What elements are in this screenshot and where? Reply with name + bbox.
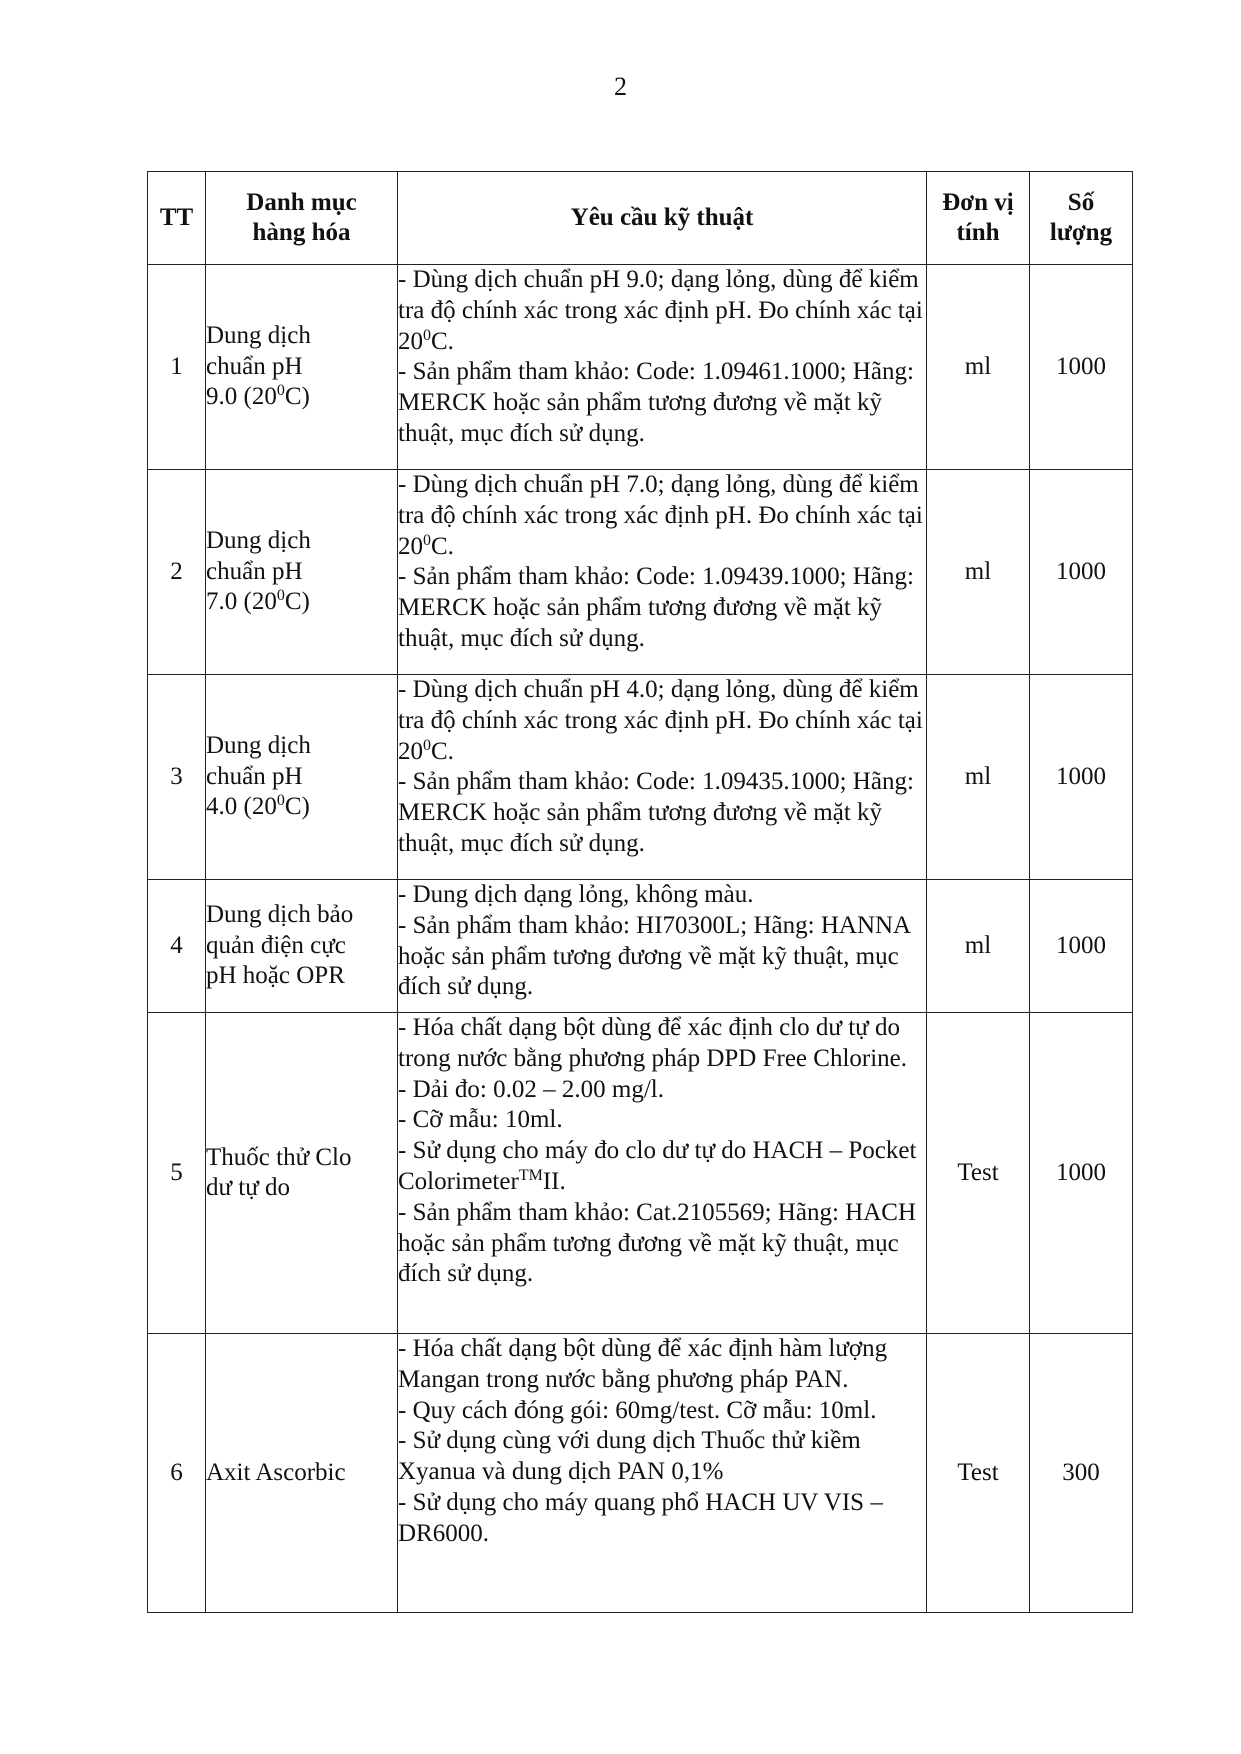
item-name — [206, 265, 398, 470]
unit: ml — [927, 470, 1030, 675]
quantity: 1000 — [1030, 880, 1133, 1013]
row-number: 3 — [148, 675, 206, 880]
requirement-line — [398, 1334, 926, 1396]
table-row — [148, 1013, 1133, 1334]
requirement-line — [398, 1105, 926, 1136]
requirement-line — [398, 880, 926, 911]
header-item-name: Danh mục hàng hóa — [206, 172, 398, 265]
text-run: C) — [284, 793, 310, 821]
superscript: 0 — [423, 531, 431, 549]
item-name — [206, 880, 398, 1013]
superscript: 0 — [276, 587, 285, 605]
text-run: - Sử dụng cùng với dung dịch Thuốc thử kiềm Xyanua và dung dịch PAN 0,1% — [398, 1427, 867, 1486]
text-run: C) — [284, 588, 310, 616]
requirement-line — [398, 357, 926, 449]
header-technical-requirements: Yêu cầu kỹ thuật — [398, 172, 927, 265]
table-row — [148, 265, 1133, 470]
unit: ml — [927, 675, 1030, 880]
item-name-text — [206, 900, 378, 992]
row-number: 6 — [148, 1334, 206, 1613]
text-run: C. — [431, 737, 454, 765]
item-name-text — [206, 321, 326, 413]
text-run: - Cỡ mẫu: 10ml. — [398, 1106, 563, 1134]
unit: ml — [927, 880, 1030, 1013]
text-run: C. — [431, 532, 454, 560]
quantity: 300 — [1030, 1334, 1133, 1613]
text-run: - Sử dụng cho máy đo clo dư tự do HACH – Pocket Colorimeter — [398, 1137, 923, 1195]
requirement-line — [398, 911, 926, 1003]
text-run: Dung dịch chuẩn pH 9.0 (20 — [206, 322, 311, 411]
text-run: - Sản phẩm tham khảo: Code: 1.09435.1000; Hãng: MERCK hoặc sản phẩm tương đương về mặt kỹ thuật, mục đích sử dụng. — [398, 768, 921, 857]
item-name-text — [206, 526, 326, 618]
technical-requirements — [398, 265, 930, 470]
technical-requirements — [398, 880, 927, 1013]
row-number: 2 — [148, 470, 206, 675]
requirement-line — [398, 1426, 926, 1488]
table-row — [148, 1334, 1133, 1613]
item-name-text — [206, 731, 326, 823]
requirement-line — [398, 562, 926, 654]
item-name-text — [206, 1143, 378, 1204]
requirement-line — [398, 1488, 926, 1550]
technical-requirements — [398, 470, 930, 675]
text-run: C. — [431, 327, 454, 355]
text-run: C) — [284, 383, 310, 411]
header-tt: TT — [148, 172, 206, 265]
text-run: - Quy cách đóng gói: 60mg/test. Cỡ mẫu: 10ml. — [398, 1396, 877, 1424]
header-quantity: Số lượng — [1030, 172, 1133, 265]
technical-requirements — [398, 1013, 927, 1334]
unit: ml — [927, 265, 1030, 470]
superscript: TM — [518, 1166, 543, 1184]
header-unit: Đơn vị tính — [927, 172, 1030, 265]
superscript: 0 — [423, 326, 431, 344]
table-row — [148, 675, 1133, 880]
requirement-line — [398, 675, 930, 767]
text-run: - Dải đo: 0.02 – 2.00 mg/l. — [398, 1075, 664, 1103]
page-number: 2 — [614, 72, 627, 101]
text-run: Dung dịch chuẩn pH 4.0 (20 — [206, 732, 311, 821]
requirement-line — [398, 1075, 926, 1106]
text-run: - Hóa chất dạng bột dùng để xác định clo dư tự do trong nước bằng phương pháp DPD Free Chlorine. — [398, 1014, 908, 1072]
superscript: 0 — [423, 736, 431, 754]
requirement-line — [398, 767, 926, 859]
text-run: - Sản phẩm tham khảo: HI70300L; Hãng: HANNA hoặc sản phẩm tương đương về mặt kỹ thuật, mục đích sử dụng. — [398, 911, 916, 1001]
text-run: Dung dịch chuẩn pH 7.0 (20 — [206, 527, 311, 616]
quantity: 1000 — [1030, 675, 1133, 880]
item-name — [206, 675, 398, 880]
technical-requirements — [398, 675, 930, 880]
text-run: - Dùng dịch chuẩn pH 7.0; dạng lỏng, dùng để kiểm tra độ chính xác trong xác định pH. Đo chính xác tại 20 — [398, 471, 930, 560]
requirement-line — [398, 1198, 926, 1290]
unit: Test — [927, 1334, 1030, 1613]
requirement-line — [398, 1013, 926, 1075]
quantity: 1000 — [1030, 265, 1133, 470]
text-run: - Sản phẩm tham khảo: Code: 1.09461.1000; Hãng: MERCK hoặc sản phẩm tương đương về mặt kỹ thuật, mục đích sử dụng. — [398, 358, 921, 447]
item-name — [206, 470, 398, 675]
table-row — [148, 880, 1133, 1013]
text-run: Axit Ascorbic — [206, 1458, 346, 1486]
technical-requirements — [398, 1334, 927, 1613]
text-run: - Dùng dịch chuẩn pH 9.0; dạng lỏng, dùng để kiểm tra độ chính xác trong xác định pH. Đo chính xác tại 20 — [398, 266, 930, 355]
row-number: 4 — [148, 880, 206, 1013]
text-run: II. — [542, 1167, 566, 1195]
item-name — [206, 1334, 398, 1613]
item-name — [206, 1013, 398, 1334]
text-run: - Sản phẩm tham khảo: Code: 1.09439.1000; Hãng: MERCK hoặc sản phẩm tương đương về mặt kỹ thuật, mục đích sử dụng. — [398, 563, 921, 652]
row-number: 1 — [148, 265, 206, 470]
unit: Test — [927, 1013, 1030, 1334]
requirement-line — [398, 470, 930, 562]
table-header-row — [148, 172, 1133, 265]
requirement-line — [398, 265, 930, 357]
row-number: 5 — [148, 1013, 206, 1334]
superscript: 0 — [276, 382, 285, 400]
specification-table — [147, 171, 1133, 1613]
requirement-line — [398, 1136, 926, 1198]
item-name-text — [206, 1458, 378, 1489]
text-run: - Hóa chất dạng bột dùng để xác định hàm lượng Mangan trong nước bằng phương pháp PAN. — [398, 1335, 894, 1393]
requirement-line — [398, 1396, 926, 1427]
text-run: - Dùng dịch chuẩn pH 4.0; dạng lỏng, dùng để kiểm tra độ chính xác trong xác định pH. Đo chính xác tại 20 — [398, 676, 930, 765]
text-run: - Sử dụng cho máy quang phổ HACH UV VIS –DR6000. — [398, 1488, 883, 1547]
quantity: 1000 — [1030, 1013, 1133, 1334]
text-run: Thuốc thử Clo dư tự do — [206, 1143, 352, 1201]
text-run: Dung dịch bảo quản điện cực pH hoặc OPR — [206, 901, 354, 990]
table-row — [148, 470, 1133, 675]
superscript: 0 — [276, 792, 285, 810]
text-run: - Sản phẩm tham khảo: Cat.2105569; Hãng: HACH hoặc sản phẩm tương đương về mặt kỹ thuật, mục đích sử dụng. — [398, 1198, 923, 1288]
quantity: 1000 — [1030, 470, 1133, 675]
text-run: - Dung dịch dạng lỏng, không màu. — [398, 881, 754, 908]
